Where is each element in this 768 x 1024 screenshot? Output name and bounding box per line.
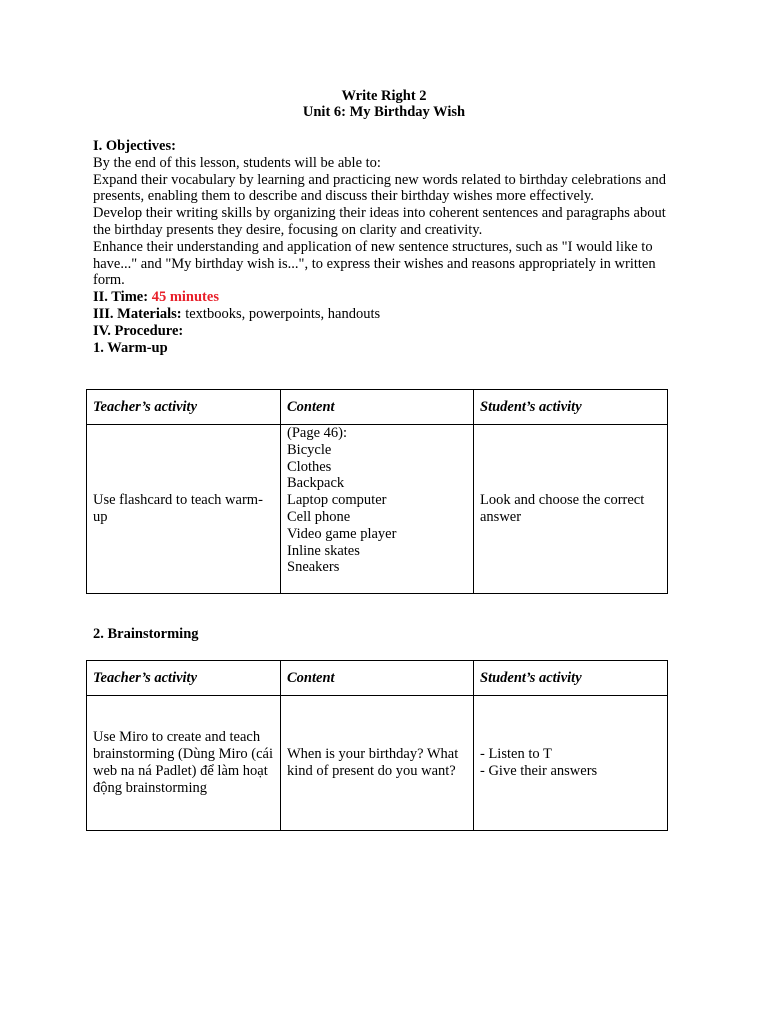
document-subtitle: Unit 6: My Birthday Wish bbox=[302, 104, 466, 120]
brainstorming-heading: 2. Brainstorming bbox=[93, 626, 199, 642]
objectives-intro: By the end of this lesson, students will be able to: bbox=[93, 154, 381, 171]
header-teacher-activity: Teacher’s activity bbox=[87, 661, 281, 696]
content-line: Laptop computer bbox=[287, 492, 387, 509]
header-content: Content bbox=[281, 661, 474, 696]
brainstorm-teacher-cell: Use Miro to create and teach brainstorming (Dùng Miro (cái web na ná Padlet) để làm hoạt động brainstorming bbox=[87, 696, 281, 831]
warmup-student-cell: Look and choose the correct answer bbox=[474, 425, 668, 594]
content-line: Inline skates bbox=[287, 542, 360, 559]
lesson-body bbox=[93, 138, 683, 356]
content-line: Video game player bbox=[287, 525, 397, 542]
materials-value: textbooks, powerpoints, handouts bbox=[185, 305, 381, 322]
materials-line bbox=[93, 306, 683, 323]
warmup-table bbox=[86, 389, 668, 594]
objective-item: Enhance their understanding and application of new sentence structures, such as "I would like to have..." and "My birthday wish is...", to express their wishes and reasons appropriately in written form. bbox=[93, 238, 656, 289]
table-header-row bbox=[87, 661, 668, 696]
time-value: 45 minutes bbox=[151, 289, 219, 306]
content-line: (Page 46): bbox=[287, 425, 347, 441]
header-student-activity: Student’s activity bbox=[474, 661, 668, 696]
content-line: Clothes bbox=[287, 458, 332, 475]
document-title: Write Right 2 bbox=[341, 88, 427, 104]
student-line: - Listen to T bbox=[480, 746, 552, 763]
header-student-activity: Student’s activity bbox=[474, 390, 668, 425]
objectives-heading: I. Objectives: bbox=[93, 138, 176, 154]
brainstorm-student-cell bbox=[474, 696, 668, 831]
student-line: - Give their answers bbox=[480, 763, 598, 779]
content-line: Backpack bbox=[287, 475, 345, 492]
content-line: Bicycle bbox=[287, 441, 332, 458]
content-line: Sneakers bbox=[287, 559, 340, 576]
header-content: Content bbox=[281, 390, 474, 425]
warmup-teacher-cell: Use flashcard to teach warm-up bbox=[87, 425, 281, 594]
materials-label: III. Materials: bbox=[93, 305, 182, 322]
warmup-content-cell bbox=[281, 425, 474, 594]
time-label: II. Time: bbox=[93, 289, 149, 306]
procedure-heading: IV. Procedure: bbox=[93, 322, 184, 339]
warmup-heading: 1. Warm-up bbox=[93, 339, 168, 356]
time-line bbox=[93, 289, 683, 306]
table-header-row bbox=[87, 390, 668, 425]
content-line: Cell phone bbox=[287, 508, 351, 525]
table-row bbox=[87, 696, 668, 831]
table-row bbox=[87, 425, 668, 594]
objective-item: Expand their vocabulary by learning and practicing new words related to birthday celebrations and presents, enabling them to describe and discuss their birthday wishes more effectively. bbox=[93, 171, 666, 205]
brainstorming-table bbox=[86, 660, 668, 831]
header-teacher-activity: Teacher’s activity bbox=[87, 390, 281, 425]
objective-item: Develop their writing skills by organizing their ideas into coherent sentences and paragraphs about the birthday presents they desire, focusing on clarity and creativity. bbox=[93, 205, 666, 238]
brainstorm-content-cell: When is your birthday? What kind of present do you want? bbox=[281, 696, 474, 831]
